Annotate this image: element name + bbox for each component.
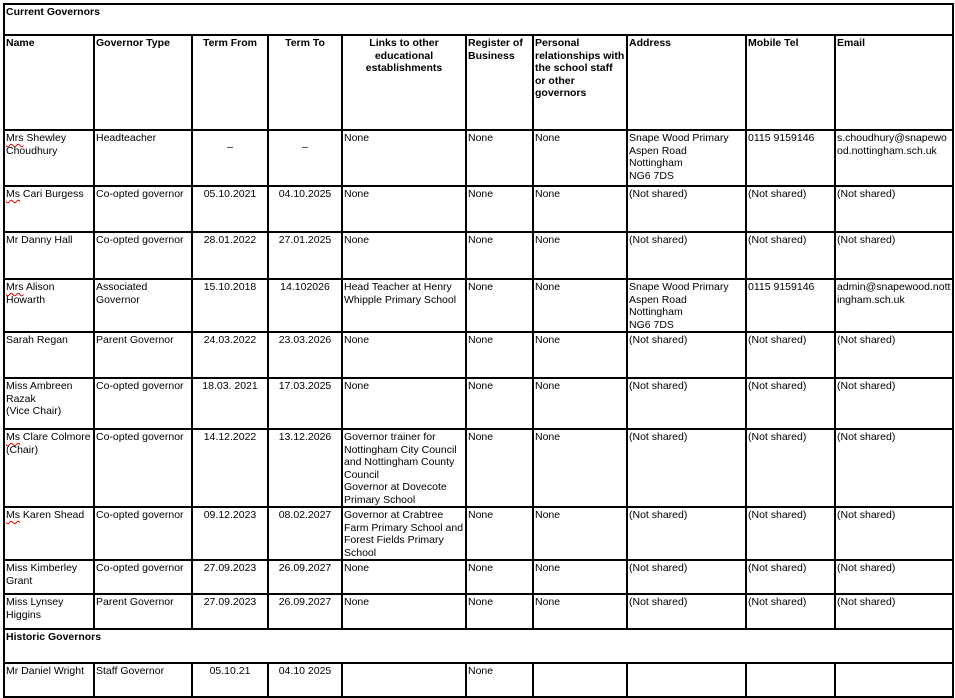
term-from-cell: [192, 663, 268, 697]
term-to: 14.102026: [280, 281, 330, 293]
links: None: [344, 380, 370, 392]
relationships-cell: [533, 332, 627, 378]
header-email: Email: [835, 35, 953, 130]
term-from: 28.01.2022: [203, 234, 257, 246]
relationships-cell: [533, 186, 627, 232]
links: None: [344, 188, 370, 200]
register-of-business-cell: [466, 130, 533, 186]
governor-type: Headteacher: [96, 132, 157, 144]
governor-type: Co-opted governor: [96, 509, 184, 521]
email-cell: [835, 332, 953, 378]
email-cell: [835, 594, 953, 629]
historic-governor-row: [4, 663, 953, 697]
address-cell: [627, 130, 746, 186]
term-from-cell: [192, 378, 268, 429]
mobile-tel: 0115 9159146: [748, 281, 815, 293]
governor-type: Co-opted governor: [96, 380, 184, 392]
mobile-tel: (Not shared): [748, 562, 807, 574]
header-term-to: Term To: [268, 35, 342, 130]
address-cell: [627, 378, 746, 429]
term-from: 09.12.2023: [203, 509, 257, 521]
governor-name-cell: [4, 429, 94, 507]
term-from: 27.09.2023: [203, 562, 257, 574]
header-name: Name: [4, 35, 94, 130]
links: Governor at Crabtree Farm Primary School and Forest Fields Primary School: [344, 509, 464, 559]
governor-row: [4, 507, 953, 560]
mobile-tel: (Not shared): [748, 380, 807, 392]
mobile-tel-cell: [746, 232, 835, 279]
email: (Not shared): [837, 188, 896, 200]
email-cell: [835, 507, 953, 560]
address: (Not shared): [629, 188, 688, 200]
links: Governor trainer for Nottingham City Council and Nottingham County Council Governor at Dovecote Primary School: [344, 431, 457, 506]
governors-table: [3, 3, 954, 698]
relationships-cell: [533, 507, 627, 560]
governor-type: Co-opted governor: [96, 431, 184, 443]
address: (Not shared): [629, 596, 688, 608]
governor-name-cell: [4, 130, 94, 186]
relationships: None: [535, 188, 561, 200]
address-cell: [627, 594, 746, 629]
register-of-business: None: [468, 234, 494, 246]
mobile-tel: 0115 9159146: [748, 132, 815, 144]
governor-type: Staff Governor: [96, 665, 165, 677]
name-title: Ms: [6, 188, 20, 200]
governor-type-cell: [94, 560, 192, 594]
email-cell: [835, 429, 953, 507]
register-of-business-cell: [466, 279, 533, 332]
governor-name: Cari Burgess: [22, 188, 84, 200]
mobile-tel-cell: [746, 279, 835, 332]
governor-name: Miss Kimberley Grant: [6, 562, 78, 587]
register-of-business: None: [468, 132, 494, 144]
governor-name-cell: [4, 279, 94, 332]
header-relationships: Personal relationships with the school staff or other governors: [533, 35, 627, 130]
governor-name: Miss Lynsey Higgins: [6, 596, 64, 621]
term-from-cell: [192, 186, 268, 232]
mobile-tel: (Not shared): [748, 234, 807, 246]
term-to-cell: [268, 594, 342, 629]
address: (Not shared): [629, 380, 688, 392]
address: Snape Wood Primary Aspen Road Nottingham NG6 7DS: [629, 132, 729, 182]
links-cell: [342, 279, 466, 332]
links-cell: [342, 332, 466, 378]
mobile-tel-cell: [746, 594, 835, 629]
term-to: 26.09.2027: [278, 596, 332, 608]
address: (Not shared): [629, 431, 688, 443]
governor-name: Mr Danny Hall: [6, 234, 73, 246]
relationships-cell: [533, 663, 627, 697]
name-title: Ms: [6, 431, 20, 443]
links-cell: [342, 232, 466, 279]
governor-type-cell: [94, 429, 192, 507]
email-cell: [835, 560, 953, 594]
mobile-tel-cell: [746, 378, 835, 429]
term-to-cell: [268, 663, 342, 697]
governor-type: Parent Governor: [96, 596, 174, 608]
register-of-business-cell: [466, 663, 533, 697]
email-cell: [835, 130, 953, 186]
governor-type-cell: [94, 332, 192, 378]
address-cell: [627, 332, 746, 378]
email-cell: [835, 232, 953, 279]
governor-row: [4, 130, 953, 186]
relationships-cell: [533, 232, 627, 279]
term-to-cell: [268, 429, 342, 507]
address: (Not shared): [629, 334, 688, 346]
relationships: None: [535, 380, 561, 392]
relationships: None: [535, 562, 561, 574]
term-from-cell: [192, 279, 268, 332]
mobile-tel-cell: [746, 186, 835, 232]
governor-name: Mr Daniel Wright: [6, 665, 84, 677]
address: Snape Wood Primary Aspen Road Nottingham NG6 7DS: [629, 281, 729, 331]
relationships: None: [535, 281, 561, 293]
governor-name-cell: [4, 186, 94, 232]
links: None: [344, 562, 370, 574]
term-to-cell: [268, 279, 342, 332]
term-from: 15.10.2018: [203, 281, 257, 293]
governor-type-cell: [94, 594, 192, 629]
governor-name: Clare Colmore (Chair): [6, 431, 91, 456]
register-of-business: None: [468, 562, 494, 574]
governor-name: Karen Shead: [22, 509, 85, 521]
governor-row: [4, 332, 953, 378]
register-of-business: None: [468, 188, 494, 200]
governor-row: [4, 378, 953, 429]
governor-row: [4, 279, 953, 332]
links-cell: [342, 130, 466, 186]
governor-type-cell: [94, 507, 192, 560]
mobile-tel-cell: [746, 507, 835, 560]
register-of-business: None: [468, 431, 494, 443]
governor-type-cell: [94, 232, 192, 279]
term-to: 08.02.2027: [278, 509, 332, 521]
term-from: 18.03. 2021: [202, 380, 258, 392]
governor-name-cell: [4, 332, 94, 378]
relationships-cell: [533, 130, 627, 186]
term-to-cell: [268, 186, 342, 232]
email: (Not shared): [837, 334, 896, 346]
term-to-cell: [268, 507, 342, 560]
governor-row: [4, 429, 953, 507]
mobile-tel: (Not shared): [748, 596, 807, 608]
mobile-tel: (Not shared): [748, 509, 807, 521]
term-to-cell: [268, 332, 342, 378]
address: (Not shared): [629, 234, 688, 246]
relationships: None: [535, 431, 561, 443]
term-from-cell: [192, 560, 268, 594]
header-mobile: Mobile Tel: [746, 35, 835, 130]
term-to: 17.03.2025: [278, 380, 332, 392]
term-from-cell: [192, 332, 268, 378]
governor-name-cell: [4, 560, 94, 594]
email: admin@snapewood.nottingham.sch.uk: [837, 281, 951, 306]
term-from-cell: [192, 507, 268, 560]
address-cell: [627, 232, 746, 279]
governor-name-cell: [4, 507, 94, 560]
email: (Not shared): [837, 234, 896, 246]
register-of-business-cell: [466, 507, 533, 560]
email: (Not shared): [837, 380, 896, 392]
relationships-cell: [533, 378, 627, 429]
governor-name-cell: [4, 378, 94, 429]
relationships-cell: [533, 594, 627, 629]
address-cell: [627, 186, 746, 232]
email-cell: [835, 663, 953, 697]
header-governor-type: Governor Type: [94, 35, 192, 130]
address: (Not shared): [629, 562, 688, 574]
email-cell: [835, 279, 953, 332]
governor-row: [4, 594, 953, 629]
mobile-tel-cell: [746, 429, 835, 507]
links-cell: [342, 560, 466, 594]
links-cell: [342, 186, 466, 232]
address-cell: [627, 279, 746, 332]
mobile-tel-cell: [746, 332, 835, 378]
relationships: None: [535, 596, 561, 608]
links-cell: [342, 429, 466, 507]
governor-type-cell: [94, 663, 192, 697]
mobile-tel: (Not shared): [748, 431, 807, 443]
address-cell: [627, 560, 746, 594]
relationships: None: [535, 132, 561, 144]
header-register: Register of Business: [466, 35, 533, 130]
governor-name-cell: [4, 594, 94, 629]
governor-name: Miss Ambreen Razak (Vice Chair): [6, 380, 73, 417]
term-to-cell: [268, 560, 342, 594]
register-of-business: None: [468, 334, 494, 346]
governor-type-cell: [94, 130, 192, 186]
governor-type-cell: [94, 378, 192, 429]
email: s.choudhury@snapewood.nottingham.sch.uk: [837, 132, 947, 157]
email: (Not shared): [837, 562, 896, 574]
relationships-cell: [533, 429, 627, 507]
name-title: Mrs: [6, 132, 24, 144]
term-from: 05.10.21: [209, 665, 251, 677]
register-of-business-cell: [466, 378, 533, 429]
register-of-business: None: [468, 509, 494, 521]
term-to-cell: [268, 378, 342, 429]
mobile-tel-cell: [746, 663, 835, 697]
governor-row: [4, 186, 953, 232]
links: None: [344, 132, 370, 144]
header-links: Links to other educational establishments: [342, 35, 466, 130]
links-cell: [342, 663, 466, 697]
term-from: 05.10.2021: [203, 188, 257, 200]
links-cell: [342, 378, 466, 429]
register-of-business: None: [468, 281, 494, 293]
mobile-tel: (Not shared): [748, 334, 807, 346]
name-title: Mrs: [6, 281, 24, 293]
governor-row: [4, 232, 953, 279]
governor-type: Associated Governor: [96, 281, 148, 306]
links: None: [344, 334, 370, 346]
register-of-business: None: [468, 380, 494, 392]
term-to: 13.12.2026: [278, 431, 332, 443]
term-to: 27.01.2025: [278, 234, 332, 246]
header-row: [4, 35, 953, 130]
register-of-business-cell: [466, 429, 533, 507]
term-to-cell: [268, 232, 342, 279]
term-from-cell: [192, 130, 268, 186]
governor-name: Alison Howarth: [6, 281, 55, 306]
address: (Not shared): [629, 509, 688, 521]
links: None: [344, 596, 370, 608]
relationships-cell: [533, 560, 627, 594]
relationships: None: [535, 334, 561, 346]
term-to: –: [302, 141, 308, 153]
links-cell: [342, 507, 466, 560]
term-from: 24.03.2022: [203, 334, 257, 346]
register-of-business-cell: [466, 186, 533, 232]
historic-governors-heading: Historic Governors: [4, 629, 953, 663]
email-cell: [835, 378, 953, 429]
term-to: 23.03.2026: [278, 334, 332, 346]
email: (Not shared): [837, 431, 896, 443]
email: (Not shared): [837, 509, 896, 521]
governor-type: Co-opted governor: [96, 188, 184, 200]
name-title: Ms: [6, 509, 20, 521]
term-from-cell: [192, 429, 268, 507]
current-governors-heading: Current Governors: [4, 4, 953, 35]
mobile-tel-cell: [746, 560, 835, 594]
register-of-business-cell: [466, 560, 533, 594]
governor-name: Shewley Choudhury: [6, 132, 67, 157]
mobile-tel-cell: [746, 130, 835, 186]
governor-type: Co-opted governor: [96, 234, 184, 246]
register-of-business: None: [468, 596, 494, 608]
register-of-business-cell: [466, 594, 533, 629]
links-cell: [342, 594, 466, 629]
term-from: 27.09.2023: [203, 596, 257, 608]
email: (Not shared): [837, 596, 896, 608]
governor-type: Parent Governor: [96, 334, 174, 346]
mobile-tel: (Not shared): [748, 188, 807, 200]
relationships-cell: [533, 279, 627, 332]
address-cell: [627, 663, 746, 697]
governor-name: Sarah Regan: [6, 334, 68, 346]
term-from: –: [227, 141, 233, 153]
term-to: 26.09.2027: [278, 562, 332, 574]
address-cell: [627, 507, 746, 560]
email-cell: [835, 186, 953, 232]
address-cell: [627, 429, 746, 507]
term-from: 14.12.2022: [203, 431, 257, 443]
governor-type-cell: [94, 279, 192, 332]
term-to-cell: [268, 130, 342, 186]
register-of-business-cell: [466, 332, 533, 378]
governor-type-cell: [94, 186, 192, 232]
governor-row: [4, 560, 953, 594]
term-to: 04.10 2025: [278, 665, 332, 677]
term-to: 04.10.2025: [278, 188, 332, 200]
links: None: [344, 234, 370, 246]
governor-name-cell: [4, 232, 94, 279]
register-of-business-cell: [466, 232, 533, 279]
links: Head Teacher at Henry Whipple Primary School: [344, 281, 457, 306]
term-from-cell: [192, 232, 268, 279]
term-from-cell: [192, 594, 268, 629]
register-of-business: None: [468, 665, 494, 677]
header-address: Address: [627, 35, 746, 130]
governor-name-cell: [4, 663, 94, 697]
governor-type: Co-opted governor: [96, 562, 184, 574]
relationships: None: [535, 234, 561, 246]
relationships: None: [535, 509, 561, 521]
header-term-from: Term From: [192, 35, 268, 130]
